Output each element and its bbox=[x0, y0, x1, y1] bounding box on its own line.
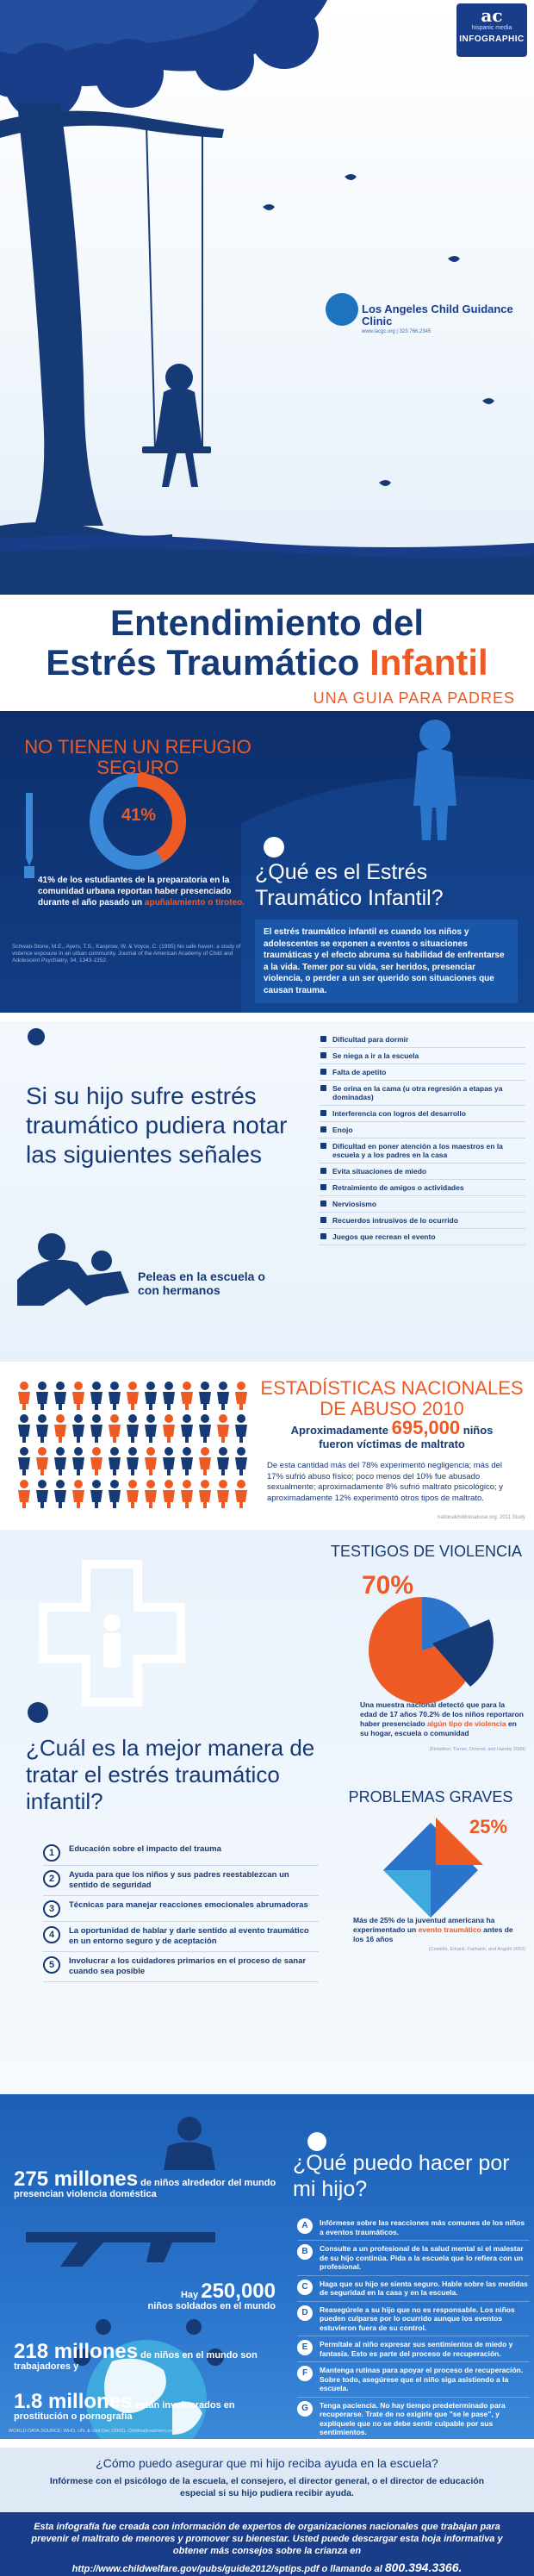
mundo-num4: 1.8 millones bbox=[14, 2390, 133, 2413]
list-item: Se orina en la cama (u otra regresión a etapas ya dominadas) bbox=[319, 1081, 525, 1106]
step-text: Ayuda para que los niños y sus padres reestablezcan un sentido de seguridad bbox=[69, 1870, 289, 1890]
child-figure-icon bbox=[181, 1480, 193, 1508]
child-figure-icon bbox=[18, 1447, 30, 1475]
step-number: 5 bbox=[43, 1956, 60, 1974]
step-number: 1 bbox=[43, 1844, 60, 1862]
tratamiento-section bbox=[0, 1530, 534, 2094]
senales-section bbox=[0, 1021, 534, 1362]
child-figure-icon bbox=[90, 1447, 102, 1475]
child-figure-icon bbox=[199, 1447, 211, 1475]
mundo-line1 bbox=[14, 2167, 289, 2200]
testigos-title: TESTIGOS DE VIOLENCIA bbox=[330, 1543, 523, 1560]
mundo-txt1: de niños alrededor del mundo presencian violencia doméstica bbox=[14, 2178, 276, 2199]
mundo-num3: 218 millones bbox=[14, 2340, 139, 2363]
child-figure-icon bbox=[54, 1447, 66, 1475]
list-item: Evita situaciones de miedo bbox=[319, 1163, 525, 1180]
list-item: Enojo bbox=[319, 1122, 525, 1138]
mundo-line4 bbox=[14, 2390, 289, 2423]
mundo-pre2: Hay bbox=[180, 2290, 202, 2300]
child-figure-icon bbox=[217, 1480, 229, 1508]
estadisticas-text: De esta cantidad más del 78% experimentó negligencia; más del 17% sufrió abuso físico; poco menos del 10% fue abusado sexualmente; aproximadamente 8% sufrió maltrato psicológico; y aproximadamente 12% experimentó otros tipos de maltrato. bbox=[267, 1461, 504, 1503]
mundo-txt3: de niños en el mundo son trabajadores y bbox=[14, 2350, 258, 2372]
testigos-text bbox=[360, 1700, 524, 1738]
child-figure-icon bbox=[36, 1382, 48, 1410]
child-figure-icon bbox=[72, 1447, 84, 1475]
tree-swing-illustration bbox=[0, 0, 534, 595]
clinic-name: Los Angeles Child Guidance Clinic bbox=[362, 303, 513, 327]
graves-title: PROBLEMAS GRAVES bbox=[348, 1788, 513, 1806]
child-figure-icon bbox=[90, 1382, 102, 1410]
item-text: Consulte a un profesional de la salud mental si el malestar de su hijo continúa. Pida a la escuela que lo refiera con un profesional. bbox=[320, 2244, 524, 2271]
footer-url-line bbox=[0, 2560, 534, 2574]
child-figure-icon bbox=[181, 1414, 193, 1443]
list-item: Falta de apetito bbox=[319, 1064, 525, 1081]
footer-phone[interactable]: 800.394.3366. bbox=[384, 2560, 463, 2574]
child-figure-icon bbox=[18, 1480, 30, 1508]
victims-number: 695,000 bbox=[391, 1417, 461, 1438]
list-item bbox=[43, 1840, 319, 1866]
child-figure-icon bbox=[163, 1382, 175, 1410]
testigos-source: (Finkelhor, Turner, Ormrod, and Hamby 2009) bbox=[429, 1747, 525, 1752]
title-line2 bbox=[0, 643, 534, 683]
child-figure-icon bbox=[199, 1382, 211, 1410]
child-figure-icon bbox=[235, 1480, 247, 1508]
testigos-percent: 70% bbox=[362, 1571, 414, 1600]
signs-list bbox=[319, 1032, 525, 1245]
child-figure-icon bbox=[181, 1447, 193, 1475]
child-figure-icon bbox=[72, 1414, 84, 1443]
child-figure-icon bbox=[90, 1414, 102, 1443]
mundo-line2 bbox=[34, 2280, 276, 2312]
item-text: Permítale al niño expresar sus sentimientos de miedo y fantasía. Esto es parte del proceso de recuperación. bbox=[320, 2340, 513, 2358]
child-figure-icon bbox=[145, 1447, 157, 1475]
footer-text: Esta infografía fue creada con información de expertos de organizaciones nacionales que trabajan para prevenir el maltrato de menores y promover su bienestar. Usted puede descargar esta hoja informativa y obtener más consejos sobre la crianza en bbox=[31, 2522, 503, 2556]
list-item: Dificultad para dormir bbox=[319, 1032, 525, 1048]
testigos-text-a: Una muestra nacional detectó que para la edad de 17 años 70.2% de los niños reportaron haber presenciado bbox=[360, 1700, 524, 1728]
child-figure-icon bbox=[127, 1382, 139, 1410]
graves-highlight: evento traumático bbox=[418, 1925, 481, 1934]
child-figure-icon bbox=[145, 1414, 157, 1443]
step-text: Involucrar a los cuidadores primarios en el proceso de sanar cuando sea posible bbox=[69, 1956, 307, 1976]
victims-line2: fueron víctimas de maltrato bbox=[319, 1438, 465, 1450]
refugio-stat bbox=[38, 875, 249, 908]
steps-list bbox=[43, 1840, 319, 1982]
list-item bbox=[43, 1952, 319, 1982]
item-letter: B bbox=[297, 2244, 313, 2260]
child-figure-icon bbox=[54, 1414, 66, 1443]
step-number: 3 bbox=[43, 1900, 60, 1918]
badge-mark: ac bbox=[481, 5, 503, 26]
list-item: Interferencia con logros del desarrollo bbox=[319, 1106, 525, 1122]
list-item bbox=[43, 1896, 319, 1922]
estadisticas-source: nationalchildrenabuse.org. 2011 Study bbox=[438, 1515, 525, 1520]
testigos-highlight: algún tipo de violencia bbox=[426, 1719, 506, 1728]
clinic-block bbox=[362, 303, 534, 334]
child-figure-icon bbox=[72, 1480, 84, 1508]
item-letter: G bbox=[297, 2401, 313, 2417]
child-figure-icon bbox=[127, 1447, 139, 1475]
item-text: Mantenga rutinas para apoyar el proceso de recuperación. Sobre todo, asegúrese que el niño siga asistiendo a la escuela. bbox=[320, 2366, 524, 2392]
child-figure-icon bbox=[235, 1447, 247, 1475]
child-figure-icon bbox=[54, 1382, 66, 1410]
estadisticas-headline bbox=[258, 1417, 525, 1451]
mundo-source: WORLD DATA SOURCE: WHO, UN, & Unit-Doc (2002). Childmaltreatment.org. bbox=[9, 2429, 176, 2434]
child-figure-icon bbox=[199, 1480, 211, 1508]
senales-question: Si su hijo sufre estrés traumático pudiera notar las siguientes señales bbox=[26, 1082, 288, 1168]
ninos-text: niños bbox=[460, 1424, 494, 1437]
child-figure-icon bbox=[90, 1480, 102, 1508]
child-figure-icon bbox=[181, 1382, 193, 1410]
approx-text: Aproximadamente bbox=[290, 1424, 392, 1437]
child-figure-icon bbox=[109, 1480, 121, 1508]
item-text: Haga que su hijo se sienta seguro. Hable sobre las medidas de seguridad en la casa y en la escuela. bbox=[320, 2279, 528, 2297]
people-pictogram bbox=[9, 1375, 258, 1513]
mundo-txt2: niños soldados en el mundo bbox=[147, 2301, 276, 2311]
ayuda-question: ¿Cómo puedo asegurar que mi hijo reciba ayuda en la escuela? bbox=[96, 2456, 438, 2470]
step-text: Técnicas para manejar reacciones emocionales abrumadoras bbox=[69, 1900, 308, 1910]
testigos-text-b: en su hogar, escuela o comunidad bbox=[360, 1719, 517, 1737]
hispanic-media-badge bbox=[456, 3, 527, 57]
child-figure-icon bbox=[36, 1447, 48, 1475]
list-item bbox=[297, 2241, 530, 2276]
refugio-stat-highlight: apuñalamiento o tiroteo. bbox=[144, 898, 245, 908]
child-figure-icon bbox=[217, 1414, 229, 1443]
child-figure-icon bbox=[18, 1414, 30, 1443]
list-item bbox=[297, 2276, 530, 2302]
que-es-answer: El estrés traumático infantil es cuando los niños y adolescentes se exponen a eventos o situaciones traumáticas y el efecto abruma su habilidad de enfrentarse a la vida. Temer por su vida, ser heridos, presenciar violencia, o perder a un ser querido son situaciones que causan trauma. bbox=[255, 920, 518, 1003]
item-letter: F bbox=[297, 2366, 313, 2381]
item-letter: A bbox=[297, 2218, 313, 2234]
hacer-list bbox=[297, 2215, 530, 2439]
badge-label: INFOGRAPHIC bbox=[459, 34, 525, 44]
child-figure-icon bbox=[163, 1414, 175, 1443]
clinic-logo-icon bbox=[326, 293, 358, 326]
child-figure-icon bbox=[235, 1414, 247, 1443]
list-item: Recuerdos intrusivos de lo ocurrido bbox=[319, 1213, 525, 1229]
list-item bbox=[43, 1922, 319, 1952]
list-item bbox=[297, 2336, 530, 2362]
list-item bbox=[297, 2398, 530, 2440]
title-line1: Entendimiento del bbox=[109, 602, 424, 643]
child-figure-icon bbox=[217, 1447, 229, 1475]
footer bbox=[0, 2512, 534, 2576]
mundo-num2: 250,000 bbox=[201, 2280, 276, 2303]
item-letter: C bbox=[297, 2280, 313, 2295]
hacer-question: ¿Qué puedo hacer por mi hijo? bbox=[293, 2151, 510, 2201]
peleas-label: Peleas en la escuela o con hermanos bbox=[138, 1269, 265, 1297]
list-item: Dificultad en poner atención a los maestros en la escuela y a los padres en la casa bbox=[319, 1138, 525, 1163]
child-figure-icon bbox=[163, 1447, 175, 1475]
step-text: Educación sobre el impacto del trauma bbox=[69, 1844, 221, 1854]
child-figure-icon bbox=[18, 1382, 30, 1410]
clinic-contact: www.lacgc.org | 323.766.2345 bbox=[362, 329, 432, 334]
child-figure-icon bbox=[217, 1382, 229, 1410]
graves-text-b: antes de los 16 años bbox=[353, 1925, 513, 1943]
item-letter: D bbox=[297, 2305, 313, 2321]
mundo-num1: 275 millones bbox=[14, 2167, 139, 2191]
ayuda-section bbox=[0, 2448, 534, 2512]
refugio-percent: 41% bbox=[121, 806, 157, 825]
refugio-source: Schwab-Stone, M.E., Ayers, T.S., Kasprow, W. & Voyce, C. (1995) No safe haven: a study of violence exposure in an urban community. Journal of the American Academy of Child and Adolescent Psychiatry, 34, 1343-1352. bbox=[12, 944, 241, 964]
list-item: Se niega a ir a la escuela bbox=[319, 1048, 525, 1064]
estadisticas-title: ESTADÍSTICAS NACIONALES DE ABUSO 2010 bbox=[260, 1377, 524, 1419]
graves-source: (Costello, Erkanli, Fairbank, and Angold 2002) bbox=[428, 1947, 525, 1952]
child-figure-icon bbox=[72, 1382, 84, 1410]
list-item: Nerviosismo bbox=[319, 1196, 525, 1213]
step-text: La oportunidad de hablar y darle sentido al evento traumático en un entorno seguro y de aceptación bbox=[69, 1926, 309, 1946]
child-figure-icon bbox=[145, 1480, 157, 1508]
list-item bbox=[297, 2215, 530, 2241]
mundo-txt4: están involucrados en prostitución o pornografía bbox=[14, 2400, 235, 2422]
que-es-question: ¿Qué es el Estrés Traumático Infantil? bbox=[255, 860, 444, 910]
child-figure-icon bbox=[54, 1480, 66, 1508]
step-number: 2 bbox=[43, 1870, 60, 1887]
badge-line: hispanic media bbox=[471, 25, 512, 31]
mundo-line3 bbox=[14, 2340, 272, 2373]
child-figure-icon bbox=[235, 1382, 247, 1410]
footer-url[interactable]: http://www.childwelfare.gov/pubs/guide2012/sptips.pdf o llamando al bbox=[71, 2564, 385, 2574]
item-text: Tenga paciencia. No hay tiempo predeterminado para recuperarse. Trate de no exigirle que "se le pase", y explíquele que no se debe sentir culpable por sus sentimientos. bbox=[320, 2400, 506, 2436]
refugio-stat-text: 41% de los estudiantes de la preparatoria en la comunidad urbana reportan haber presenciado durante el año pasado un bbox=[38, 876, 232, 908]
item-letter: E bbox=[297, 2340, 313, 2355]
refugio-title: NO TIENEN UN REFUGIO SEGURO bbox=[24, 736, 251, 778]
estadisticas-section bbox=[0, 1366, 534, 1513]
child-figure-icon bbox=[36, 1414, 48, 1443]
graves-text bbox=[353, 1916, 525, 1944]
child-figure-icon bbox=[199, 1414, 211, 1443]
list-item bbox=[297, 2362, 530, 2398]
hero-section bbox=[0, 0, 534, 595]
mejor-question: ¿Cuál es la mejor manera de tratar el estrés traumático infantil? bbox=[26, 1735, 315, 1814]
graves-percent: 25% bbox=[469, 1816, 508, 1837]
child-figure-icon bbox=[109, 1382, 121, 1410]
child-figure-icon bbox=[163, 1480, 175, 1508]
list-item: Retraimiento de amigos o actividades bbox=[319, 1180, 525, 1196]
child-figure-icon bbox=[109, 1414, 121, 1443]
child-figure-icon bbox=[109, 1447, 121, 1475]
main-title bbox=[0, 603, 534, 683]
graves-text-a: Más de 25% de la juventud americana ha experimentado un bbox=[353, 1916, 495, 1934]
refugio-section bbox=[0, 711, 534, 1013]
child-figure-icon bbox=[36, 1480, 48, 1508]
list-item: Juegos que recrean el evento bbox=[319, 1229, 525, 1245]
child-figure-icon bbox=[127, 1480, 139, 1508]
subtitle: UNA GUIA PARA PADRES bbox=[313, 689, 515, 707]
mundo-section bbox=[0, 2094, 534, 2439]
title-line2a: Estrés Traumático bbox=[46, 642, 370, 683]
step-number: 4 bbox=[43, 1926, 60, 1943]
child-figure-icon bbox=[145, 1382, 157, 1410]
list-item bbox=[297, 2302, 530, 2337]
child-figure-icon bbox=[127, 1414, 139, 1443]
item-text: Reasegúrele a su hijo que no es responsable. Los niños pueden culparse por lo ocurrido aunque los eventos estuvieron fuera de su control. bbox=[320, 2305, 515, 2332]
title-accent: Infantil bbox=[369, 642, 488, 683]
ayuda-text: Infórmese con el psicólogo de la escuela, el consejero, el director general, o el director de educación especial si su hijo pudiera recibir ayuda. bbox=[49, 2476, 485, 2498]
item-text: Infórmese sobre las reacciones más comunes de los niños a eventos traumáticos. bbox=[320, 2218, 525, 2236]
list-item bbox=[43, 1866, 319, 1896]
